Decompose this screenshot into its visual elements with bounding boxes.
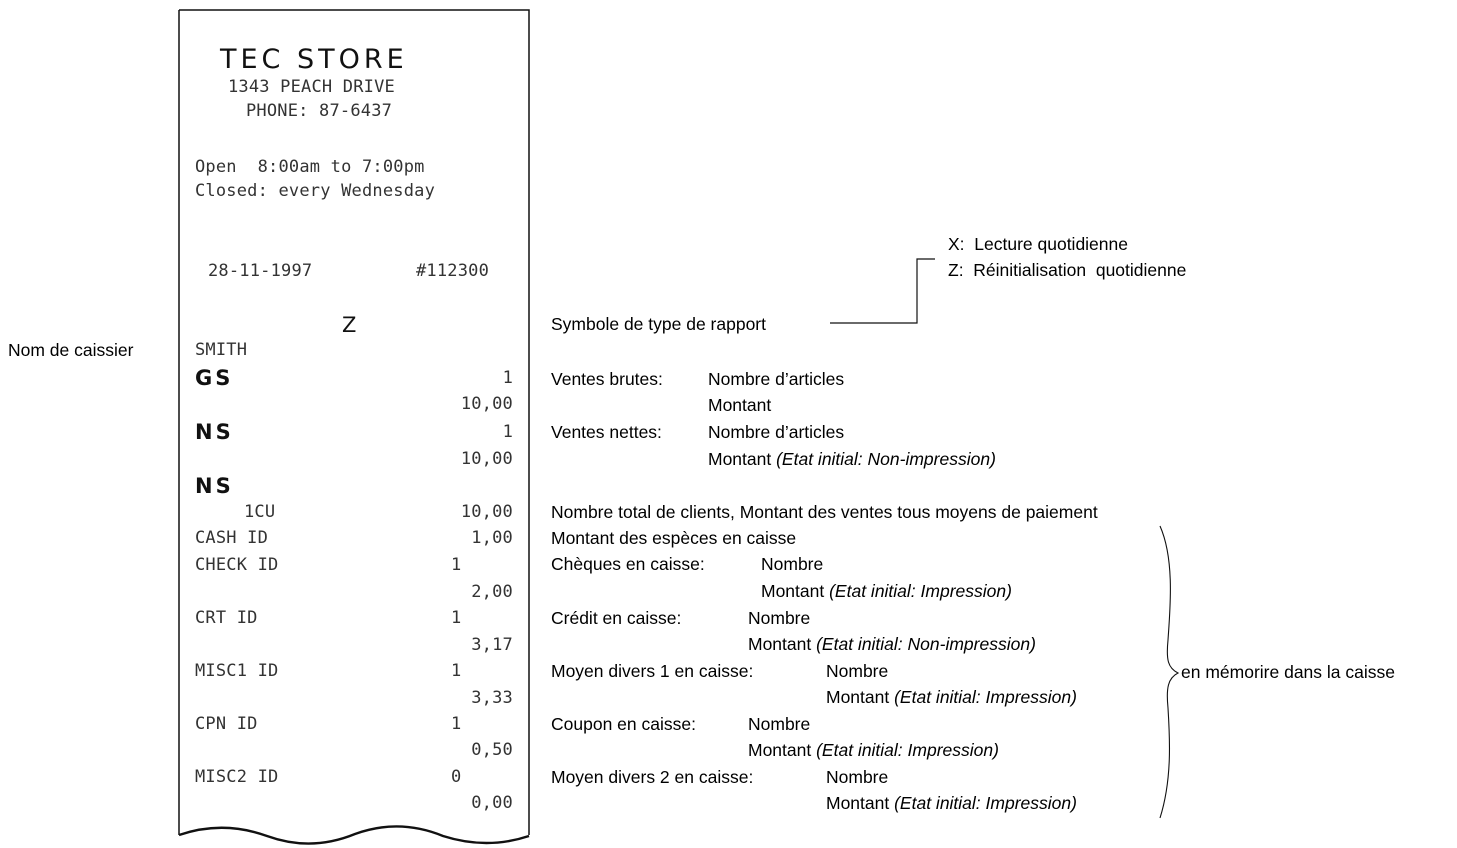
credit-amount-note: Montant (Etat initial: Non-impression) bbox=[748, 634, 1036, 654]
check-id-count: 1 bbox=[451, 555, 462, 575]
receipt-torn-edge bbox=[179, 826, 529, 843]
cpn-id-label: CPN ID bbox=[195, 714, 258, 734]
cpn-id-count: 1 bbox=[451, 714, 462, 734]
cash-amount-note: Montant des espèces en caisse bbox=[551, 528, 797, 548]
report-x-note: X: Lecture quotidienne bbox=[948, 234, 1128, 254]
store-name: TEC STORE bbox=[220, 44, 408, 75]
memory-brace bbox=[1160, 526, 1178, 818]
report-z-note: Z: Réinitialisation quotidienne bbox=[948, 260, 1187, 280]
store-phone: PHONE: 87-6437 bbox=[246, 101, 393, 121]
gross-sales-count: 1 bbox=[502, 368, 513, 388]
credit-count-note: Nombre bbox=[748, 608, 811, 628]
net-state-note: (Etat initial: Non-impression) bbox=[776, 449, 996, 469]
customer-count: 1CU bbox=[244, 502, 276, 522]
check-id-label: CHECK ID bbox=[195, 555, 279, 575]
receipt-number: #112300 bbox=[416, 261, 490, 281]
coupon-note: Coupon en caisse: bbox=[551, 714, 696, 734]
coupon-amount-note: Montant (Etat initial: Impression) bbox=[748, 740, 999, 760]
check-state-note: (Etat initial: Impression) bbox=[829, 581, 1012, 601]
credit-note: Crédit en caisse: bbox=[551, 608, 682, 628]
misc1-state-note: (Etat initial: Impression) bbox=[894, 687, 1077, 707]
crt-id-amount: 3,17 bbox=[471, 635, 513, 655]
store-hours: Open 8:00am to 7:00pm bbox=[195, 157, 425, 177]
misc2-count-note: Nombre bbox=[826, 767, 889, 787]
misc2-id-amount: 0,00 bbox=[471, 793, 513, 813]
misc2-id-count: 0 bbox=[451, 767, 462, 787]
misc1-amount-note: Montant (Etat initial: Impression) bbox=[826, 687, 1077, 707]
report-type-connector bbox=[830, 259, 935, 323]
total-sales-amount: 10,00 bbox=[460, 502, 513, 522]
misc1-count-note: Nombre bbox=[826, 661, 889, 681]
credit-state-note: (Etat initial: Non-impression) bbox=[816, 634, 1036, 654]
net-count-note: Nombre d’articles bbox=[708, 422, 845, 442]
store-closed-day: Closed: every Wednesday bbox=[195, 181, 436, 201]
check-id-amount: 2,00 bbox=[471, 582, 513, 602]
gross-amount-note: Montant bbox=[708, 395, 772, 415]
net-sales-code: NS bbox=[195, 420, 234, 444]
net-sales-amount: 10,00 bbox=[460, 449, 513, 469]
crt-id-label: CRT ID bbox=[195, 608, 258, 628]
gross-sales-note: Ventes brutes: bbox=[551, 369, 663, 389]
misc2-amount-note: Montant (Etat initial: Impression) bbox=[826, 793, 1077, 813]
gross-sales-code: GS bbox=[195, 366, 234, 390]
cash-id-amount: 1,00 bbox=[471, 528, 513, 548]
misc1-id-amount: 3,33 bbox=[471, 688, 513, 708]
report-symbol-note: Symbole de type de rapport bbox=[551, 314, 766, 334]
net-sales-count: 1 bbox=[502, 422, 513, 442]
misc2-id-label: MISC2 ID bbox=[195, 767, 279, 787]
cashier-name-note: Nom de caissier bbox=[8, 340, 134, 360]
check-count-note: Nombre bbox=[761, 554, 824, 574]
coupon-state-note: (Etat initial: Impression) bbox=[816, 740, 999, 760]
coupon-count-note: Nombre bbox=[748, 714, 811, 734]
net-sales-note: Ventes nettes: bbox=[551, 422, 662, 442]
net-amount-note: Montant (Etat initial: Non-impression) bbox=[708, 449, 996, 469]
gross-count-note: Nombre d’articles bbox=[708, 369, 845, 389]
cashier-name: SMITH bbox=[195, 340, 248, 360]
misc1-id-label: MISC1 ID bbox=[195, 661, 279, 681]
cpn-id-amount: 0,50 bbox=[471, 740, 513, 760]
cash-id-label: CASH ID bbox=[195, 528, 269, 548]
store-address: 1343 PEACH DRIVE bbox=[228, 77, 395, 97]
misc2-note: Moyen divers 2 en caisse: bbox=[551, 767, 754, 787]
misc1-note: Moyen divers 1 en caisse: bbox=[551, 661, 754, 681]
misc2-state-note: (Etat initial: Impression) bbox=[894, 793, 1077, 813]
check-amount-note: Montant (Etat initial: Impression) bbox=[761, 581, 1012, 601]
receipt-date: 28-11-1997 bbox=[208, 261, 313, 281]
check-note: Chèques en caisse: bbox=[551, 554, 705, 574]
gross-sales-amount: 10,00 bbox=[460, 394, 513, 414]
total-customers-note: Nombre total de clients, Montant des ventes tous moyens de paiement bbox=[551, 502, 1098, 522]
net-sales-code-2: NS bbox=[195, 474, 234, 498]
misc1-id-count: 1 bbox=[451, 661, 462, 681]
report-type-symbol: Z bbox=[342, 313, 357, 337]
in-memory-note: en mémorire dans la caisse bbox=[1181, 662, 1395, 682]
crt-id-count: 1 bbox=[451, 608, 462, 628]
